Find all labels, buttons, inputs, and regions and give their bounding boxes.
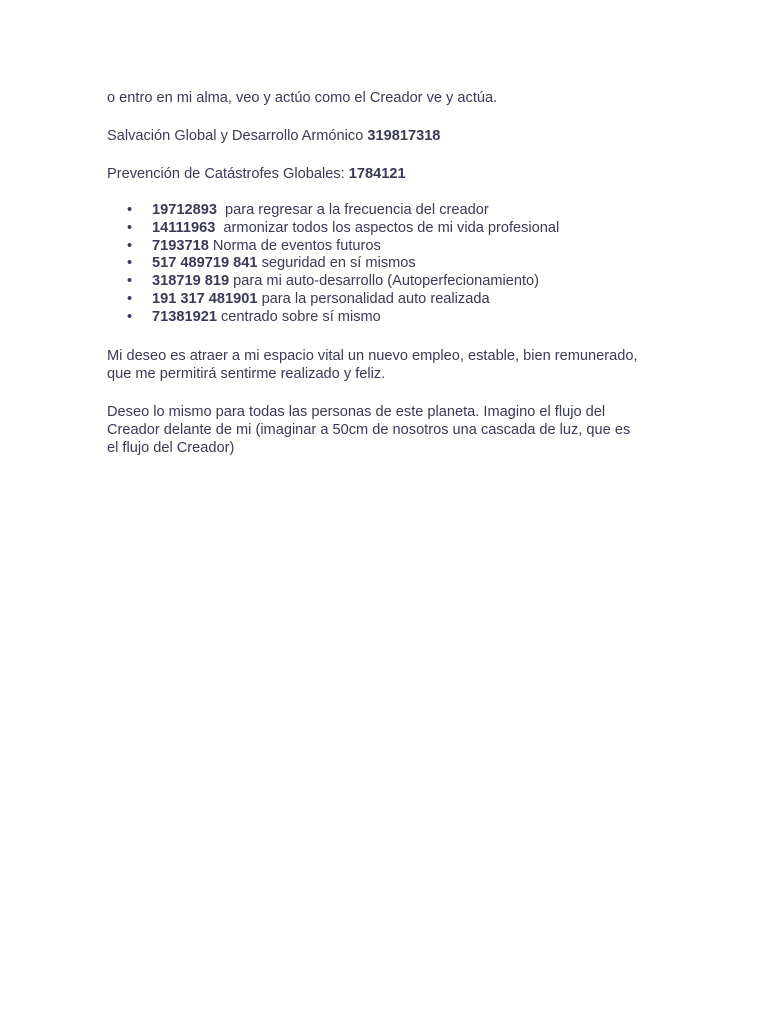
- code-description: para regresar a la frecuencia del creador: [216, 202, 489, 218]
- list-item: [107, 202, 667, 220]
- list-item: [107, 291, 667, 309]
- document-page: [107, 89, 667, 457]
- list-item: [107, 273, 667, 291]
- prevencion-paragraph: [107, 165, 667, 183]
- mismo-line-3: el flujo del Creador): [107, 439, 235, 456]
- deseo-line-1: Mi deseo es atraer a mi espacio vital un nuevo empleo, estable, bien remunerado,: [107, 347, 638, 364]
- list-item: [107, 309, 667, 327]
- bullet-icon: •: [127, 290, 133, 307]
- mismo-line-2: Creador delante de mi (imaginar a 50cm de nosotros una cascada de luz, que es: [107, 421, 631, 438]
- code-description: para la personalidad auto realizada: [257, 290, 490, 307]
- code-number: 71381921: [152, 308, 217, 325]
- salvacion-number: 319817318: [367, 128, 441, 144]
- code-description: centrado sobre sí mismo: [216, 308, 381, 325]
- code-number: 318719 819: [152, 273, 230, 290]
- mismo-paragraph: [107, 403, 667, 457]
- code-number: 191 317 481901: [152, 290, 258, 307]
- prevencion-number: 1784121: [348, 166, 406, 182]
- bullet-icon: •: [127, 308, 133, 325]
- code-description: seguridad en sí mismos: [257, 255, 416, 272]
- codes-list: [107, 202, 667, 327]
- mismo-line-1: Deseo lo mismo para todas las personas de este planeta. Imagino el flujo del: [107, 403, 606, 420]
- code-number: 7193718: [152, 237, 209, 254]
- code-number: 19712893: [152, 202, 217, 218]
- bullet-icon: •: [127, 202, 133, 218]
- salvacion-text: Salvación Global y Desarrollo Armónico: [107, 128, 368, 144]
- code-number: 517 489719 841: [152, 255, 258, 272]
- bullet-icon: •: [127, 273, 133, 290]
- bullet-icon: •: [127, 237, 133, 254]
- list-item: [107, 238, 667, 256]
- code-description: para mi auto-desarrollo (Autoperfecionamiento): [229, 273, 539, 290]
- bullet-icon: •: [127, 255, 133, 272]
- bullet-icon: •: [127, 219, 133, 236]
- prevencion-text: Prevención de Catástrofes Globales:: [107, 166, 349, 182]
- salvacion-paragraph: [107, 127, 667, 145]
- list-item: [107, 220, 667, 238]
- code-number: 14111963: [152, 219, 216, 236]
- intro-text: o entro en mi alma, veo y actúo como el Creador ve y actúa.: [107, 90, 498, 106]
- intro-paragraph: [107, 89, 667, 107]
- deseo-paragraph: [107, 347, 667, 383]
- list-item: [107, 255, 667, 273]
- code-description: armonizar todos los aspectos de mi vida profesional: [215, 219, 560, 236]
- code-description: Norma de eventos futuros: [208, 237, 381, 254]
- deseo-line-2: que me permitirá sentirme realizado y feliz.: [107, 365, 386, 382]
